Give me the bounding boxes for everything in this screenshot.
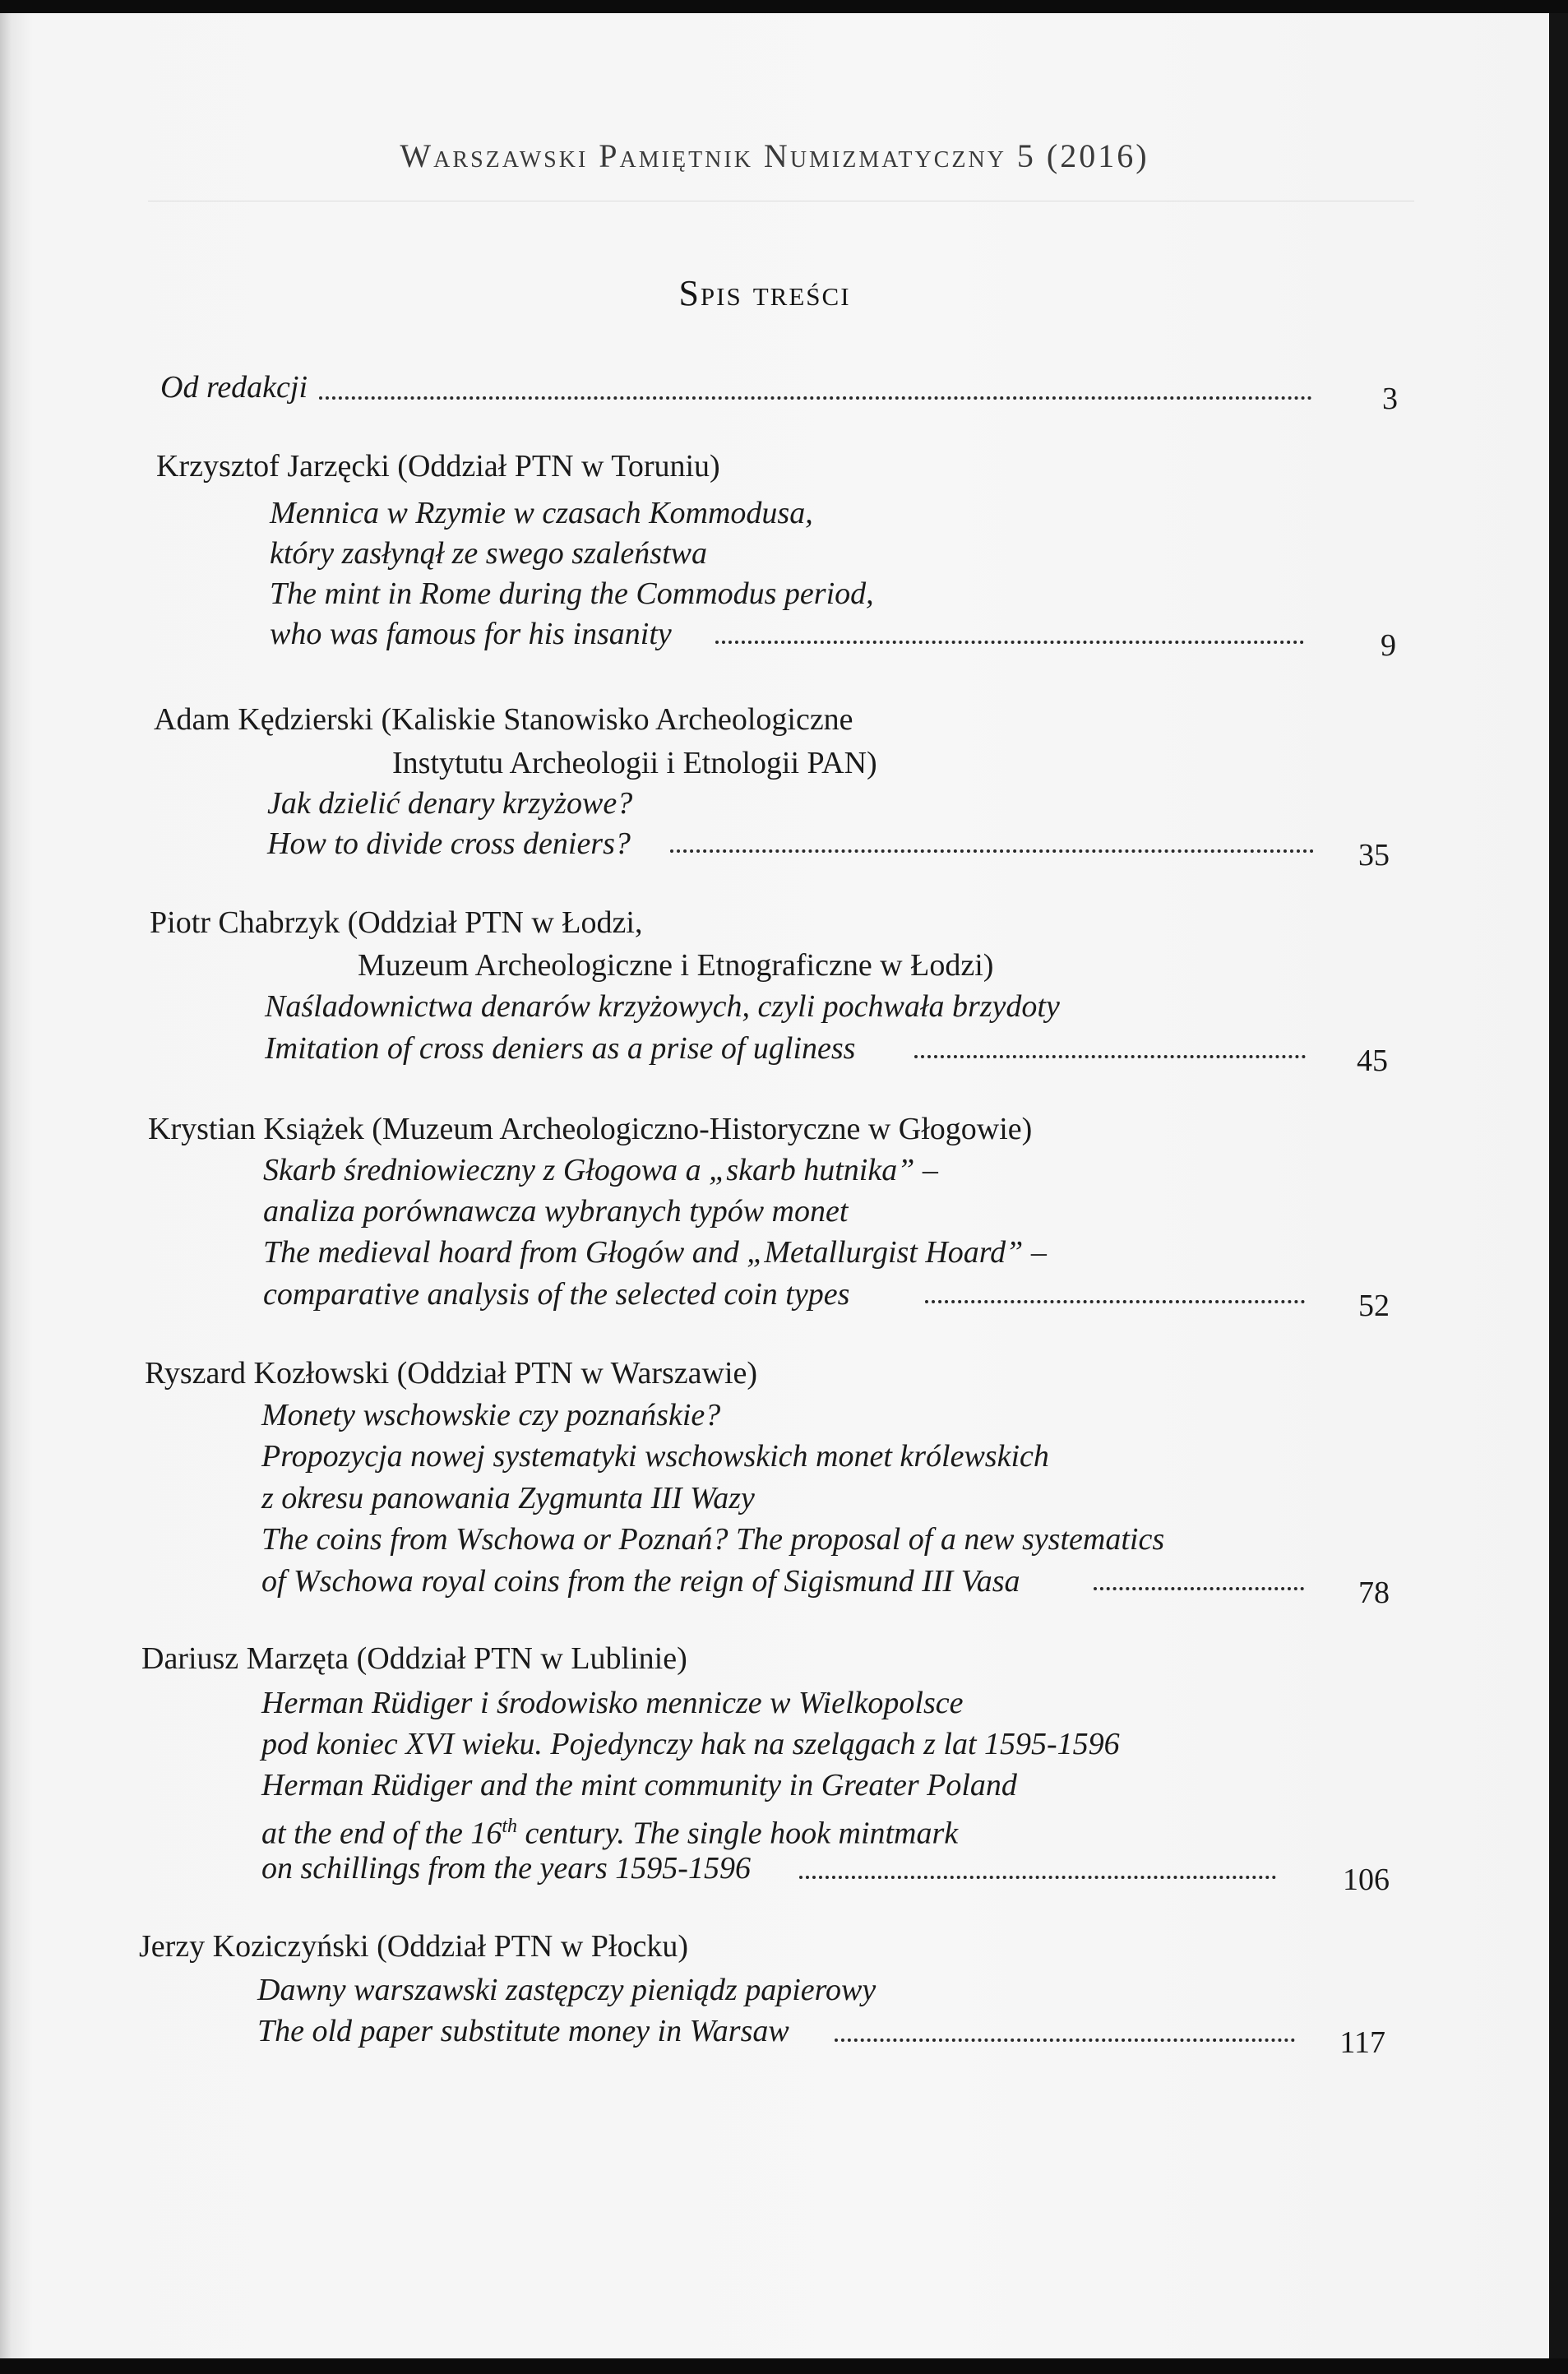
page-number: 45 <box>1357 1044 1388 1078</box>
dot-leader <box>319 394 1312 400</box>
entry-author: Piotr Chabrzyk (Oddział PTN w Łodzi, <box>150 905 643 940</box>
entry-line: Skarb średniowieczny z Głogowa a „skarb hutnika” – <box>263 1153 938 1187</box>
entry-line: at the end of the 16th century. The single hook mintmark <box>261 1816 959 1851</box>
page-number: 9 <box>1381 628 1396 663</box>
entry-author: Dariusz Marzęta (Oddział PTN w Lublinie) <box>141 1641 687 1676</box>
entry-line: Herman Rüdiger and the mint community in Greater Poland <box>261 1768 1017 1802</box>
entry-line: Naśladownictwa denarów krzyżowych, czyli pochwała brzydoty <box>265 989 1060 1024</box>
page-number: 3 <box>1382 382 1398 416</box>
entry-author: Krystian Książek (Muzeum Archeologiczno-Historyczne w Głogowie) <box>148 1112 1033 1146</box>
page-number: 106 <box>1343 1863 1390 1897</box>
entry-line: Herman Rüdiger i środowisko mennicze w Wielkopolsce <box>261 1686 964 1720</box>
entry-line: Jak dzielić denary krzyżowe? <box>267 786 633 821</box>
entry-author: Ryszard Kozłowski (Oddział PTN w Warszawie) <box>145 1356 758 1391</box>
entry-line: Propozycja nowej systematyki wschowskich monet królewskich <box>261 1439 1049 1474</box>
entry-author-affiliation: Muzeum Archeologiczne i Etnograficzne w Łodzi) <box>358 948 994 983</box>
entry-line: pod koniec XVI wieku. Pojedynczy hak na szelągach z lat 1595-1596 <box>261 1727 1120 1761</box>
entry-author: Krzysztof Jarzęcki (Oddział PTN w Toruniu) <box>156 449 720 484</box>
entry-line: who was famous for his insanity <box>270 617 672 651</box>
page-number: 78 <box>1358 1576 1390 1610</box>
entry-line: analiza porównawcza wybranych typów monet <box>263 1194 849 1229</box>
entry-line: z okresu panowania Zygmunta III Wazy <box>261 1481 755 1516</box>
page-number: 52 <box>1358 1289 1390 1323</box>
dot-leader <box>914 1053 1306 1058</box>
entry-line: comparative analysis of the selected coin types <box>263 1277 850 1312</box>
page-title: Spis treści <box>678 273 851 313</box>
dot-leader <box>799 1873 1276 1879</box>
entry-line: Imitation of cross deniers as a prise of ugliness <box>265 1031 856 1066</box>
entry-line: The coins from Wschowa or Poznań? The proposal of a new systematics <box>261 1522 1165 1557</box>
entry-line: How to divide cross deniers? <box>267 826 631 861</box>
dot-leader <box>670 847 1314 853</box>
page-number: 35 <box>1358 838 1390 872</box>
journal-header: Warszawski Pamiętnik Numizmatyczny 5 (2016) <box>400 137 1149 174</box>
entry-line: The medieval hoard from Głogów and „Metallurgist Hoard” – <box>263 1235 1047 1270</box>
entry-line: Dawny warszawski zastępczy pieniądz papierowy <box>257 1973 877 2007</box>
entry-line: of Wschowa royal coins from the reign of Sigismund III Vasa <box>261 1564 1020 1599</box>
entry-line: The old paper substitute money in Warsaw <box>257 2014 789 2048</box>
dot-leader <box>715 638 1304 644</box>
entry-line: The mint in Rome during the Commodus period, <box>270 576 874 611</box>
entry-author-affiliation: Instytutu Archeologii i Etnologii PAN) <box>392 746 877 780</box>
scan-edge <box>1549 13 1568 2358</box>
dot-leader <box>1094 1585 1304 1590</box>
dot-leader <box>835 2036 1295 2042</box>
book-page <box>0 13 1549 2358</box>
entry-line: Monety wschowskie czy poznańskie? <box>261 1398 721 1432</box>
entry-line: który zasłynął ze swego szaleństwa <box>270 536 707 571</box>
entry-author: Adam Kędzierski (Kaliskie Stanowisko Archeologiczne <box>154 702 853 737</box>
entry-line: on schillings from the years 1595-1596 <box>261 1851 751 1886</box>
entry-author: Jerzy Koziczyński (Oddział PTN w Płocku) <box>139 1929 689 1964</box>
page-number: 117 <box>1339 2025 1385 2060</box>
entry-title: Od redakcji <box>160 370 308 405</box>
dot-leader <box>925 1298 1305 1303</box>
entry-line: Mennica w Rzymie w czasach Kommodusa, <box>270 496 813 530</box>
